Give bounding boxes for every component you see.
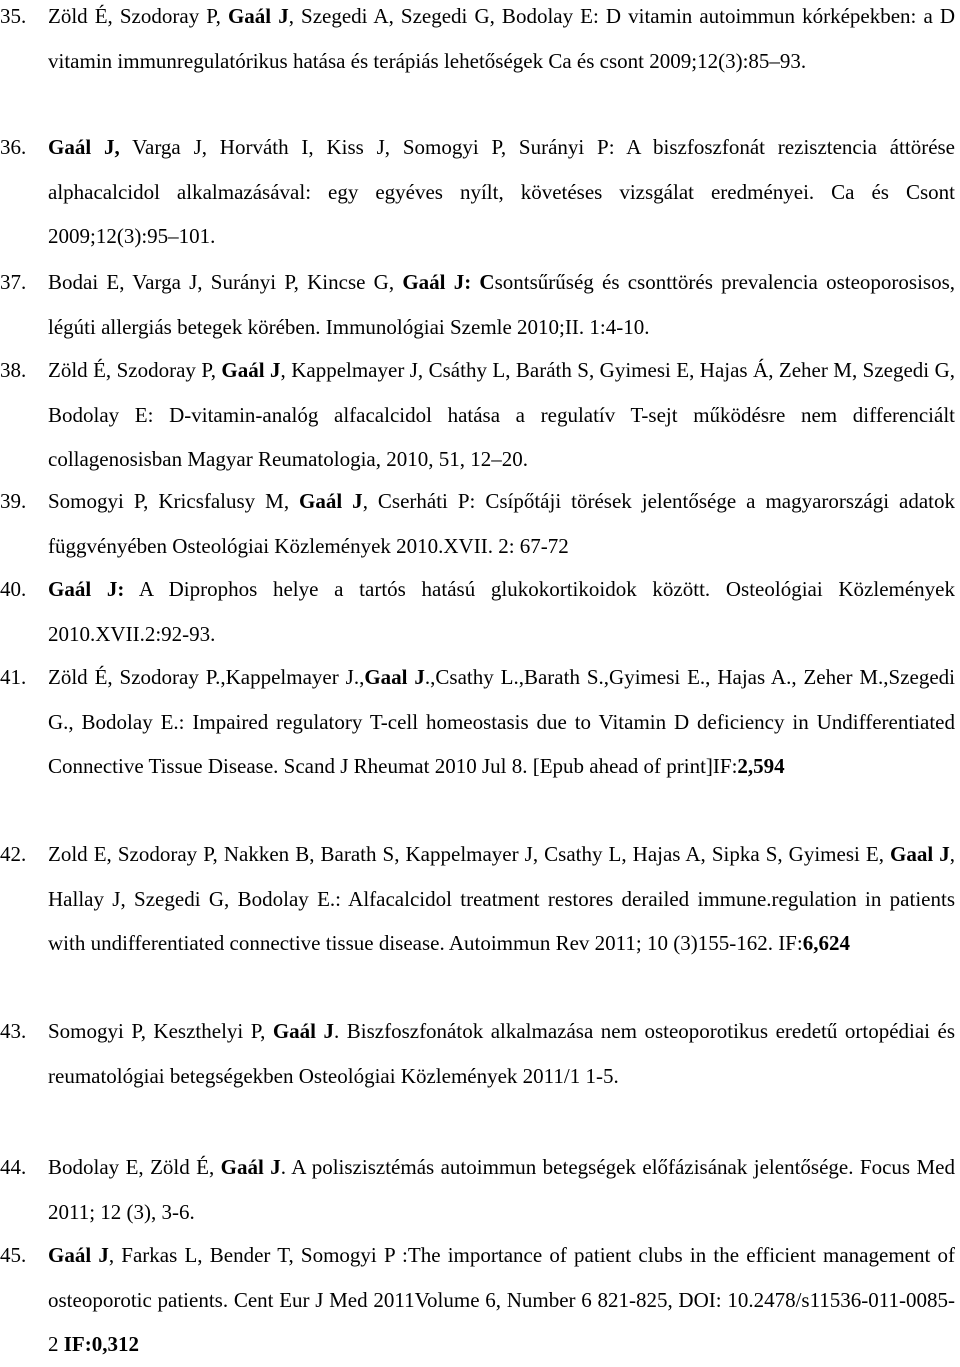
- reference-segment-bold: IF:0,312: [63, 1332, 139, 1357]
- reference-number: 37.: [0, 270, 27, 294]
- reference-segment: Somogyi P, Kricsfalusy M,: [48, 489, 300, 513]
- reference-segment-bold: Gaál J,: [48, 135, 120, 159]
- reference-segment-bold: 6,624: [802, 931, 850, 956]
- reference-segment: Bodai E, Varga J, Surányi P, Kincse G,: [48, 270, 403, 294]
- reference-number: 45.: [0, 1243, 27, 1267]
- reference-text: [48, 1145, 955, 1234]
- reference-number: 42.: [0, 842, 27, 866]
- reference-segment-bold: Gaál J: [221, 358, 281, 382]
- reference-segment: Zöld É, Szodoray P,: [48, 4, 228, 28]
- reference-segment-bold: Gaál J: [272, 1019, 334, 1043]
- reference-segment: Zöld É, Szodoray P,: [48, 358, 222, 382]
- reference-segment: , Kappelmayer J, Csáthy L, Baráth S, Gyimesi E, Hajas Á, Zeher M, Szegedi G, Bodolay E: D-vitamin-analóg alfacalcidol hatása a regulatív T-sejt működésre nem differenciált collagenosisban Magyar Reumatologia, 2010, 51, 12–20.: [48, 358, 955, 472]
- reference-number: 44.: [0, 1155, 27, 1179]
- reference-text: [48, 1009, 955, 1098]
- reference-number: 40.: [0, 577, 27, 601]
- reference-segment: , Szegedi A, Szegedi G, Bodolay E: D vitamin autoimmun kórképekben: a D vitamin immunregulatórikus hatása és terápiás lehetőségek Ca és csont 2009;12(3):85–93.: [48, 4, 956, 73]
- reference-segment: .,Csathy L.,Barath S.,Gyimesi E., Hajas A., Zeher M.,Szegedi G., Bodolay E.: Impaired regulatory T-cell homeostasis due to Vitamin D deficiency in Undifferentiated Connective Tissue Disease. Scand J Rheumat 2010 Jul 8. [Epub ahead of print]IF:: [48, 665, 955, 779]
- reference-segment: sontsűrűség és csonttörés prevalencia osteoporosisos, légúti allergiás betegek körében. Immunológiai Szemle 2010;II. 1:4-10.: [48, 270, 955, 339]
- reference-segment-bold: 2,594: [737, 754, 785, 779]
- reference-segment: Zold E, Szodoray P, Nakken B, Barath S, Kappelmayer J, Csathy L, Hajas A, Sipka S, Gyimesi E,: [48, 842, 891, 866]
- reference-segment: . Biszfoszfonátok alkalmazása nem osteoporotikus eredetű ortopédiai és reumatológiai betegségekben Osteológiai Közlemények 2011/1 1-5.: [48, 1019, 956, 1088]
- reference-text: [48, 125, 955, 259]
- reference-text: [48, 479, 955, 568]
- reference-segment-bold: Gaal J: [890, 842, 950, 866]
- reference-segment: Varga J, Horváth I, Kiss J, Somogyi P, Surányi P: A biszfoszfonát rezisztencia áttörése alphacalcidol alkalmazásával: egy egyéves nyílt, követéses vizsgálat eredményei. Ca és Csont 2009;12(3):95–101.: [48, 135, 956, 249]
- reference-text: [48, 567, 955, 656]
- reference-segment: , Farkas L, Bender T, Somogyi P :The importance of patient clubs in the efficient management of osteoporotic patients. Cent Eur J Med 2011Volume 6, Number 6 821-825, DOI: 10.2478/s11536-011-0085-2: [48, 1243, 955, 1357]
- reference-segment-bold: Gaál J: [48, 1243, 109, 1267]
- reference-segment-bold: Gaal J: [364, 665, 425, 689]
- reference-text: [48, 348, 955, 482]
- reference-text: [48, 0, 955, 83]
- reference-segment-bold: Gaál J: [227, 4, 289, 28]
- reference-number: 39.: [0, 489, 27, 513]
- reference-segment: , Cserháti P: Csípőtáji törések jelentősége a magyarországi adatok függvényében Osteológiai Közlemények 2010.XVII. 2: 67-72: [48, 489, 956, 558]
- reference-segment: Bodolay E, Zöld É,: [48, 1155, 221, 1179]
- reference-number: 41.: [0, 665, 27, 689]
- reference-segment: Zöld É, Szodoray P.,Kappelmayer J.,: [48, 665, 365, 689]
- reference-text: [48, 832, 955, 966]
- reference-segment: Somogyi P, Keszthelyi P,: [48, 1019, 273, 1043]
- reference-number: 43.: [0, 1019, 27, 1043]
- reference-number: 38.: [0, 358, 27, 382]
- reference-text: [48, 655, 955, 789]
- reference-segment: . A poliszisztémás autoimmun betegségek előfázisának jelentősége. Focus Med 2011; 12 (3), 3-6.: [48, 1155, 955, 1224]
- reference-number: 36.: [0, 135, 27, 159]
- reference-segment-bold: Gaál J: [299, 489, 363, 513]
- reference-segment-bold: Gaál J: C: [402, 270, 495, 294]
- reference-text: [48, 260, 955, 349]
- reference-segment: A Diprophos helye a tartós hatású glukokortikoidok között. Osteológiai Közlemények 2010.XVII.2:92-93.: [48, 577, 955, 646]
- reference-segment: , Hallay J, Szegedi G, Bodolay E.: Alfacalcidol treatment restores derailed immune.regulation in patients with undifferentiated connective tissue disease. Autoimmun Rev 2011; 10 (3)155-162. IF:: [48, 842, 955, 956]
- reference-segment-bold: Gaál J: [220, 1155, 281, 1179]
- reference-number: 35.: [0, 4, 27, 28]
- reference-segment-bold: Gaál J:: [48, 577, 125, 601]
- reference-text: [48, 1233, 955, 1367]
